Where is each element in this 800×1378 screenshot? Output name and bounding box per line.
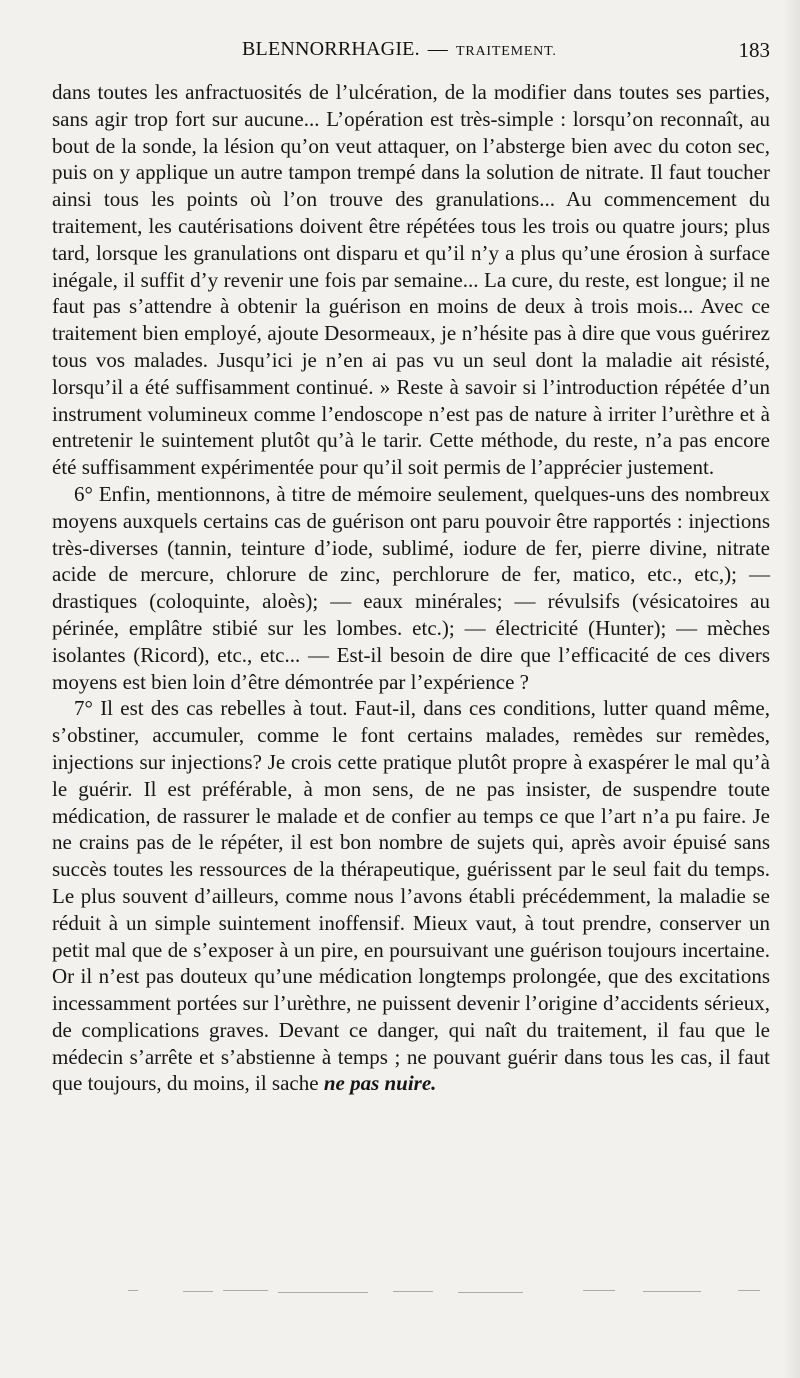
- bottom-scan-marks: [128, 1288, 768, 1300]
- running-head: [242, 38, 557, 61]
- paragraph-3: [52, 695, 770, 1097]
- scan-mark: [738, 1290, 760, 1291]
- bleed-through-line-1: [52, 1232, 770, 1254]
- page-body: [52, 79, 770, 1097]
- paragraph-3-text: 7° Il est des cas rebelles à tout. Faut-il, dans ces conditions, lutter quand même, s’obstiner, accumuler, comme le font certains malades, remèdes sur remèdes, injections sur injections? Je crois cette pratique plutôt propre à exaspérer le mal qu’à le guérir. Il est préférable, à mon sens, de ne pas insister, de suspendre toute médication, de rassurer le malade et de confier au temps ce que l’art n’a pu faire. Je ne crains pas de le répéter, il est bon nombre de sujets qui, après avoir épuisé sans succès toutes les ressources de la thérapeutique, guérissent par le seul fait du temps. Le plus souvent d’ailleurs, comme nous l’avons établi précédemment, la maladie se réduit à un simple suintement inoffensif. Mieux vaut, à tout prendre, conserver un petit mal que de s’exposer à un pire, en poursuivant une guérison toujours incertaine. Or il n’est pas douteux qu’une médication longtemps prolongée, que des excitations incessamment portées sur l’urèthre, ne puissent devenir l’origine d’accidents sérieux, de complications graves. Devant ce danger, qui naît du traitement, il fau que le médecin s’arrête et s’abstienne à temps ; ne pouvant guérir dans tous les cas, il faut que toujours, du moins, il sache: [52, 696, 770, 1096]
- running-head-section: TRAITEMENT.: [456, 44, 557, 59]
- paragraph-1: dans toutes les anfractuosités de l’ulcération, de la modifier dans toutes ses parties, sans agir trop fort sur aucune... L’opération est très-simple : lorsqu’on reconnaît, au bout de la sonde, la lésion qu’on veut attaquer, on l’absterge bien avec du coton sec, puis on y applique un autre tampon trempé dans la solution de nitrate. Il faut toucher ainsi tous les points où l’on trouve des granulations... Au commencement du traitement, les cautérisations doivent être répétées tous les trois ou quatre jours; plus tard, lorsque les granulations ont disparu et qu’il n’y a plus qu’une érosion à surface inégale, il suffit d’y revenir une fois par semaine... La cure, du reste, est longue; il ne faut pas s’attendre à obtenir la guérison en moins de deux à trois mois... Avec ce traitement bien employé, ajoute Desormeaux, je n’hésite pas à dire que vous guérirez tous vos malades. Jusqu’ici je n’en ai pas vu un seul dont la maladie ait résisté, lorsqu’il a été suffisamment continué. » Reste à savoir si l’introduction répétée d’un instrument volumineux comme l’endoscope n’est pas de nature à irriter l’urèthre et à entretenir le suintement plutôt qu’à le tarir. Cette méthode, du reste, n’a pas encore été suffisamment expérimentée pour qu’il soit permis de l’apprécier justement.: [52, 80, 770, 480]
- page-edge-shadow: [782, 0, 800, 1378]
- bleed-through-line-2: [52, 1254, 770, 1276]
- scan-mark: [583, 1290, 615, 1291]
- running-head-dash: —: [427, 38, 448, 60]
- scan-mark: [643, 1291, 701, 1292]
- bleed-through-text: [52, 1232, 770, 1276]
- scan-mark: [458, 1292, 523, 1293]
- paragraph-2: 6° Enfin, mentionnons, à titre de mémoire seulement, quelques-uns des nombreux moyens auxquels certains cas de guérison ont paru pouvoir être rapportés : injections très-diverses (tannin, teinture d’iode, sublimé, iodure de fer, pierre divine, nitrate acide de mercure, chlorure de zinc, perchlorure de fer, matico, etc., etc,); — drastiques (coloquinte, aloès); — eaux minérales; — révulsifs (vésicatoires au périnée, emplâtre stibié sur les lombes. etc.); — électricité (Hunter); — mèches isolantes (Ricord), etc., etc... — Est-il besoin de dire que l’efficacité de ces divers moyens est bien loin d’être démontrée par l’expérience ?: [52, 481, 770, 694]
- closing-emphasis: ne pas nuire.: [323, 1071, 437, 1096]
- scan-mark: [183, 1291, 213, 1292]
- scan-mark: [128, 1290, 138, 1291]
- scan-mark: [393, 1291, 433, 1292]
- page-number: 183: [738, 38, 770, 62]
- page-header: [52, 38, 770, 68]
- scan-mark: [223, 1290, 268, 1291]
- running-head-main: BLENNORRHAGIE.: [242, 38, 420, 60]
- scan-mark: [278, 1292, 368, 1293]
